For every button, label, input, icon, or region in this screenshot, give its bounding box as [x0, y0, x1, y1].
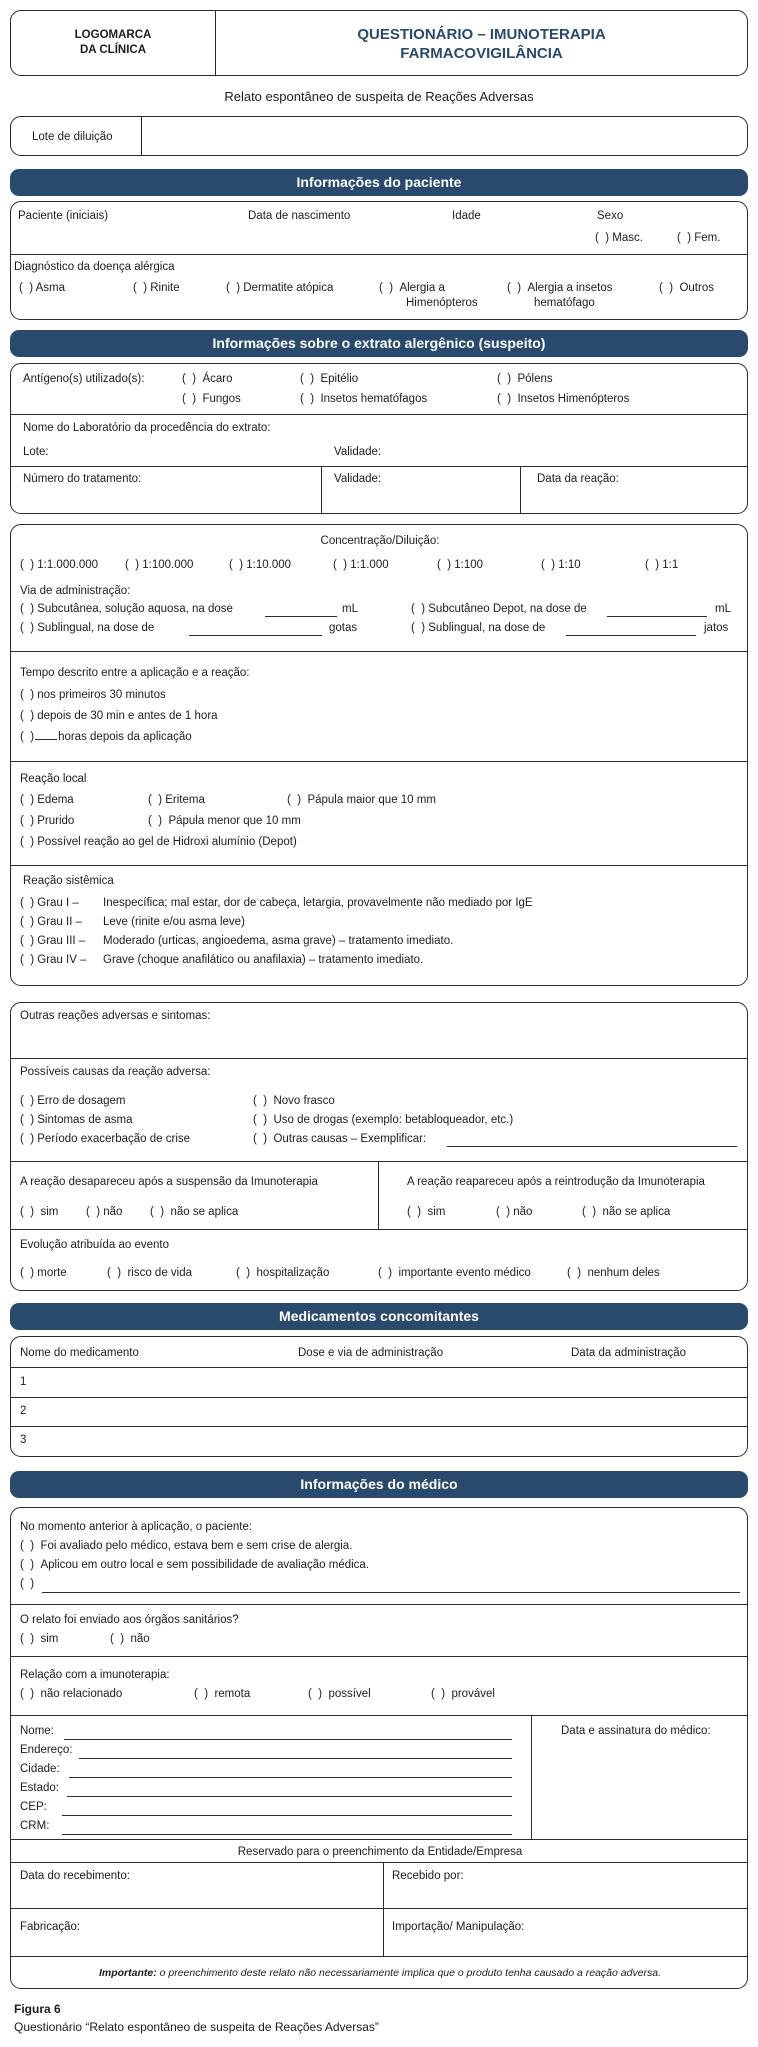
disappeared-label: A reação desapareceu após a suspensão da Imunoterapia: [20, 1176, 318, 1188]
local-prurido-option[interactable]: ( ) Prurido: [20, 815, 75, 827]
conc-option-3[interactable]: ( ) 1:10.000: [229, 559, 292, 571]
extract-validade-label: Validade:: [334, 446, 382, 458]
age-label: Idade: [452, 210, 481, 222]
crm-label: CRM:: [20, 1820, 50, 1832]
diagnosis-label: Diagnóstico da doença alérgica: [14, 261, 175, 273]
cause-dosagem-option[interactable]: ( ) Erro de dosagem: [20, 1095, 126, 1107]
evolution-label: Evolução atribuída ao evento: [20, 1239, 169, 1251]
causes-label: Possíveis causas da reação adversa:: [20, 1066, 211, 1078]
relacao-label: Relação com a imunoterapia:: [20, 1669, 170, 1681]
moment-option-2[interactable]: ( ) Aplicou em outro local e sem possibilidade de avaliação médica.: [20, 1559, 370, 1571]
cause-frasco-option[interactable]: ( ) Novo frasco: [253, 1095, 335, 1107]
local-gel-option[interactable]: ( ) Possível reação ao gel de Hidroxi alumínio (Depot): [20, 836, 297, 848]
signature-label: Data e assinatura do médico:: [561, 1725, 711, 1737]
subc-dose-line[interactable]: [265, 616, 337, 617]
extract-lote-label: Lote:: [23, 446, 49, 458]
other-causes-line[interactable]: [447, 1146, 737, 1147]
endereco-label: Endereço:: [20, 1744, 73, 1756]
grade-2-desc: Leve (rinite e/ou asma leve): [103, 916, 245, 928]
concentration-label: Concentração/Diluição:: [320, 535, 440, 547]
conc-option-6[interactable]: ( ) 1:10: [541, 559, 581, 571]
via-subcutanea-option[interactable]: ( ) Subcutânea, solução aquosa, na dose: [20, 603, 233, 615]
meds-col-name: Nome do medicamento: [20, 1347, 139, 1359]
tempo-option-2[interactable]: ( ) depois de 30 min e antes de 1 hora: [20, 710, 218, 722]
disappeared-nao-option[interactable]: ( ) não: [86, 1206, 123, 1218]
receipt-date-label: Data do recebimento:: [20, 1870, 130, 1882]
cause-outras-option[interactable]: ( ) Outras causas – Exemplificar:: [253, 1133, 427, 1145]
reappeared-nsa-option[interactable]: ( ) não se aplica: [582, 1206, 671, 1218]
diag-himenopteros-option[interactable]: ( ) Alergia a Himenópteros: [379, 282, 478, 309]
via-sublingual-option[interactable]: ( ) Sublingual, na dose de: [20, 622, 155, 634]
grade-3-desc: Moderado (urticas, angioedema, asma grave) – tratamento imediato.: [103, 935, 454, 947]
local-papula-menor-option[interactable]: ( ) Pápula menor que 10 mm: [148, 815, 301, 827]
relacao-option-4[interactable]: ( ) provável: [431, 1688, 495, 1700]
section-patient-header: Informações do paciente: [10, 169, 748, 196]
important-note: Importante: o preenchimento deste relato não necessariamente implica que o produto tenha causado a reação adversa.: [98, 1967, 662, 1979]
antigen-hematofagos-option[interactable]: ( ) Insetos hematófagos: [300, 393, 428, 405]
reaction-date-label: Data da reação:: [537, 473, 619, 485]
lote-box: [10, 116, 748, 156]
jatos-unit: jatos: [704, 622, 729, 634]
cidade-label: Cidade:: [20, 1763, 60, 1775]
relacao-option-1[interactable]: ( ) não relacionado: [20, 1688, 123, 1700]
doctor-box: [10, 1507, 748, 1989]
subl2-dose-line[interactable]: [566, 635, 696, 636]
diag-insetos-option[interactable]: ( ) Alergia a insetos hematófago: [507, 282, 613, 309]
form-subtitle: Relato espontâneo de suspeita de Reações Adversas: [224, 89, 534, 104]
evolution-nenhum-option[interactable]: ( ) nenhum deles: [567, 1267, 660, 1279]
evolution-importante-option[interactable]: ( ) importante evento médico: [378, 1267, 531, 1279]
diag-dermatite-option[interactable]: ( ) Dermatite atópica: [226, 282, 334, 294]
sex-label: Sexo: [597, 210, 624, 222]
section-doctor-header: Informações do médico: [10, 1471, 748, 1498]
fabrication-label: Fabricação:: [20, 1921, 81, 1933]
treatment-number-label: Número do tratamento:: [23, 473, 142, 485]
conc-option-4[interactable]: ( ) 1:1.000: [333, 559, 389, 571]
grade-4-desc: Grave (choque anafilático ou anafilaxia) – tratamento imediato.: [103, 954, 424, 966]
cidade-line[interactable]: [69, 1777, 512, 1778]
endereco-line[interactable]: [79, 1758, 512, 1759]
conc-option-1[interactable]: ( ) 1:1.000.000: [20, 559, 99, 571]
logo-placeholder: LOGOMARCA DA CLÍNICA: [74, 29, 152, 56]
section-meds-header: Medicamentos concomitantes: [10, 1303, 748, 1330]
sex-fem-option[interactable]: ( ) Fem.: [677, 232, 721, 244]
section-extract-header: Informações sobre o extrato alergênico (suspeito): [10, 330, 748, 357]
received-by-label: Recebido por:: [392, 1870, 464, 1882]
antigens-label: Antígeno(s) utilizado(s):: [23, 373, 145, 385]
relato-sim-option[interactable]: ( ) sim: [20, 1633, 59, 1645]
antigen-epitelio-option[interactable]: ( ) Epitélio: [300, 373, 359, 385]
ml-unit-2: mL: [715, 603, 731, 615]
meds-row[interactable]: 1: [20, 1376, 27, 1388]
grade-4-option[interactable]: ( ) Grau IV –: [20, 954, 87, 966]
antigen-himenopteros-option[interactable]: ( ) Insetos Himenópteros: [497, 393, 630, 405]
local-edema-option[interactable]: ( ) Edema: [20, 794, 74, 806]
cause-drogas-option[interactable]: ( ) Uso de drogas (exemplo: betabloqueador, etc.): [253, 1114, 514, 1126]
antigen-polens-option[interactable]: ( ) Pólens: [497, 373, 553, 385]
via-subc-depot-option[interactable]: ( ) Subcutâneo Depot, na dose de: [411, 603, 587, 615]
diag-rinite-option[interactable]: ( ) Rinite: [133, 282, 180, 294]
grade-3-option[interactable]: ( ) Grau III –: [20, 935, 86, 947]
antigen-fungos-option[interactable]: ( ) Fungos: [182, 393, 241, 405]
figure-number: Figura 6: [14, 2002, 61, 2016]
depot-dose-line[interactable]: [607, 616, 707, 617]
relacao-option-3[interactable]: ( ) possível: [308, 1688, 371, 1700]
reappeared-sim-option[interactable]: ( ) sim: [407, 1206, 446, 1218]
diag-outros-option[interactable]: ( ) Outros: [659, 282, 714, 294]
causes-box: [10, 1002, 748, 1291]
estado-label: Estado:: [20, 1782, 59, 1794]
meds-row[interactable]: 3: [20, 1434, 27, 1446]
relato-label: O relato foi enviado aos órgãos sanitários?: [20, 1614, 239, 1626]
grade-2-option[interactable]: ( ) Grau II –: [20, 916, 82, 928]
lote-label: Lote de diluição: [32, 131, 113, 143]
conc-option-7[interactable]: ( ) 1:1: [645, 559, 679, 571]
import-label: Importação/ Manipulação:: [392, 1921, 525, 1933]
birth-label: Data de nascimento: [248, 210, 351, 222]
moment-option-1[interactable]: ( ) Foi avaliado pelo médico, estava bem e sem crise de alergia.: [20, 1540, 353, 1552]
other-reactions-label: Outras reações adversas e sintomas:: [20, 1010, 211, 1022]
header-box: [10, 10, 748, 76]
initials-label: Paciente (iniciais): [18, 210, 109, 222]
evolution-risco-option[interactable]: ( ) risco de vida: [107, 1267, 193, 1279]
cause-asma-option[interactable]: ( ) Sintomas de asma: [20, 1114, 133, 1126]
conc-option-2[interactable]: ( ) 1:100.000: [125, 559, 194, 571]
nome-line[interactable]: [64, 1739, 512, 1740]
moment-option-3[interactable]: ( ): [20, 1578, 35, 1590]
nome-label: Nome:: [20, 1725, 54, 1737]
subl-dose-line[interactable]: [189, 635, 322, 636]
disappeared-nsa-option[interactable]: ( ) não se aplica: [150, 1206, 239, 1218]
extract-box: [10, 363, 748, 514]
via-sublingual-2-option[interactable]: ( ) Sublingual, na dose de: [411, 622, 546, 634]
gotas-unit: gotas: [329, 622, 358, 634]
diag-asma-option[interactable]: ( ) Asma: [19, 282, 66, 294]
tempo-option-3[interactable]: ( ) horas depois da aplicação: [20, 731, 192, 743]
relato-nao-option[interactable]: ( ) não: [110, 1633, 150, 1645]
grade-1-option[interactable]: ( ) Grau I –: [20, 897, 79, 909]
treatment-validade-label: Validade:: [334, 473, 382, 485]
meds-row[interactable]: 2: [20, 1405, 27, 1417]
estado-line[interactable]: [67, 1796, 512, 1797]
grade-1-desc: Inespecífica; mal estar, dor de cabeça, letargia, provavelmente não mediado por IgE: [103, 897, 533, 909]
local-reaction-label: Reação local: [20, 773, 87, 785]
moment-other-line[interactable]: [42, 1592, 740, 1593]
lab-label: Nome do Laboratório da procedência do extrato:: [23, 422, 271, 434]
evolution-hosp-option[interactable]: ( ) hospitalização: [236, 1267, 330, 1279]
reserved-label: Reservado para o preenchimento da Entidade/Empresa: [237, 1846, 523, 1858]
ml-unit: mL: [342, 603, 358, 615]
cep-line[interactable]: [62, 1815, 512, 1816]
meds-col-date: Data da administração: [571, 1347, 687, 1359]
via-label: Via de administração:: [20, 585, 131, 597]
moment-label: No momento anterior à aplicação, o paciente:: [20, 1521, 253, 1533]
evolution-morte-option[interactable]: ( ) morte: [20, 1267, 67, 1279]
cause-crise-option[interactable]: ( ) Período exacerbação de crise: [20, 1133, 191, 1145]
tempo-label: Tempo descrito entre a aplicação e a reação:: [20, 667, 250, 679]
local-papula-maior-option[interactable]: ( ) Pápula maior que 10 mm: [287, 794, 436, 806]
local-eritema-option[interactable]: ( ) Eritema: [148, 794, 205, 806]
disappeared-sim-option[interactable]: ( ) sim: [20, 1206, 59, 1218]
cep-label: CEP:: [20, 1801, 47, 1813]
tempo-option-1[interactable]: ( ) nos primeiros 30 minutos: [20, 689, 166, 701]
meds-table: [10, 1336, 748, 1457]
sex-masc-option[interactable]: ( ) Masc.: [595, 232, 643, 244]
figure-caption: Questionário “Relato espontâneo de suspeita de Reações Adversas”: [14, 2020, 379, 2034]
patient-box: [10, 201, 748, 320]
antigen-acaro-option[interactable]: ( ) Ácaro: [182, 373, 233, 385]
reappeared-nao-option[interactable]: ( ) não: [496, 1206, 533, 1218]
systemic-reaction-label: Reação sistêmica: [23, 875, 114, 887]
meds-col-dose: Dose e via de administração: [298, 1347, 444, 1359]
reaction-details-box: [10, 524, 748, 986]
relacao-option-2[interactable]: ( ) remota: [194, 1688, 251, 1700]
reappeared-label: A reação reapareceu após a reintrodução da Imunoterapia: [407, 1176, 705, 1188]
form-title: QUESTIONÁRIO – IMUNOTERAPIA FARMACOVIGILÂNCIA: [357, 26, 606, 62]
conc-option-5[interactable]: ( ) 1:100: [437, 559, 484, 571]
lote-field[interactable]: [142, 117, 747, 156]
crm-line[interactable]: [62, 1834, 512, 1835]
